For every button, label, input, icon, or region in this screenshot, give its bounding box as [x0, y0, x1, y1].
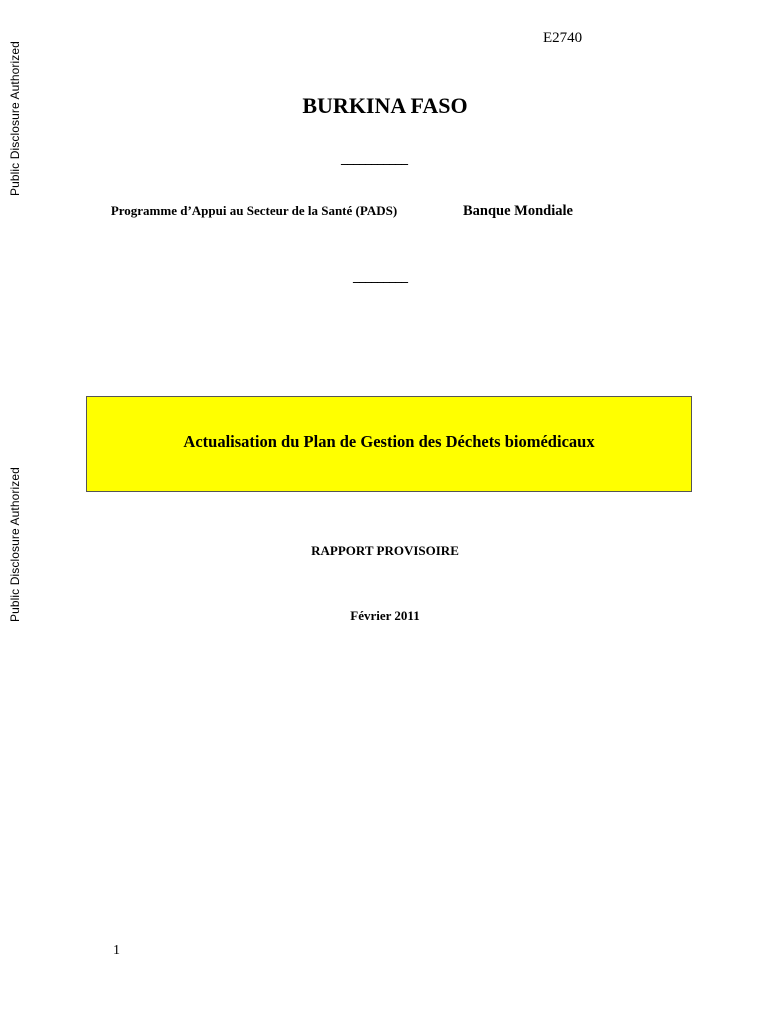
disclosure-stamp-top: Public Disclosure Authorized	[8, 41, 22, 196]
document-title: Actualisation du Plan de Gestion des Déchets biomédicaux	[183, 432, 595, 451]
report-date: Février 2011	[350, 608, 420, 623]
separator-line-top: ___________	[341, 152, 407, 167]
document-code: E2740	[543, 30, 583, 46]
country-heading: BURKINA FASO	[302, 93, 468, 118]
separator-line-bottom: _________	[353, 270, 407, 285]
title-box	[86, 396, 692, 492]
report-status: RAPPORT PROVISOIRE	[311, 543, 459, 558]
page-number: 1	[113, 943, 120, 958]
program-name: Programme d’Appui au Secteur de la Santé (PADS)	[110, 203, 398, 218]
partner-name: Banque Mondiale	[463, 203, 573, 219]
disclosure-stamp-middle: Public Disclosure Authorized	[8, 467, 22, 622]
